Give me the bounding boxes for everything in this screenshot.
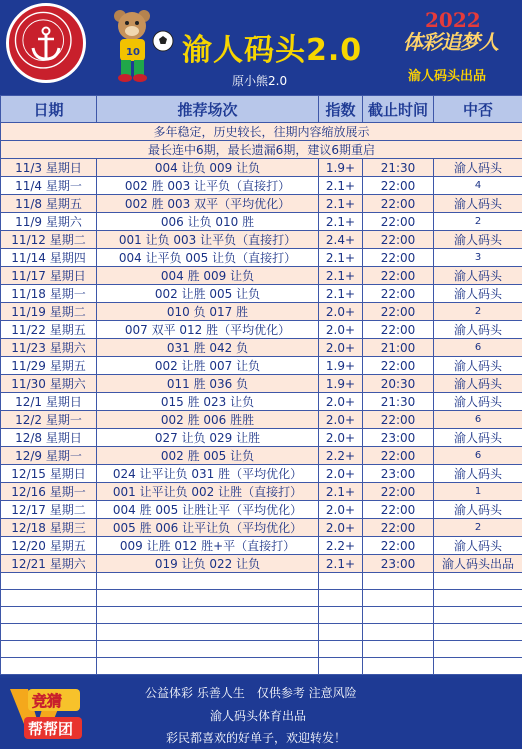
table-row: [1, 231, 522, 249]
empty-cell: [363, 607, 434, 624]
cell-pick: 019 让负 022 让负: [97, 555, 319, 573]
note-row: [1, 141, 522, 159]
cell-index: 2.0+: [319, 411, 363, 429]
cell-pick: 001 让负 003 让平负（直接打）: [97, 231, 319, 249]
league-badge-logo: [6, 3, 86, 83]
cell-pick: 004 胜 009 让负: [97, 267, 319, 285]
cell-date: 11/18 星期一: [1, 285, 97, 303]
cell-pick: 002 让胜 007 让负: [97, 357, 319, 375]
cell-result: 6: [434, 447, 522, 465]
cell-index: 2.2+: [319, 447, 363, 465]
soccer-ball-icon: [152, 30, 174, 52]
cell-date: 11/9 星期六: [1, 213, 97, 231]
cell-deadline: 22:00: [363, 267, 434, 285]
cell-deadline: 22:00: [363, 411, 434, 429]
cell-pick: 004 让负 009 让负: [97, 159, 319, 177]
cell-pick: 002 胜 003 让平负（直接打）: [97, 177, 319, 195]
cell-index: 2.1+: [319, 195, 363, 213]
cell-index: 2.1+: [319, 177, 363, 195]
empty-cell: [97, 658, 319, 675]
cell-deadline: 22:00: [363, 357, 434, 375]
page-subtitle: 原小熊2.0: [232, 74, 288, 88]
table-row: [1, 285, 522, 303]
cell-date: 12/2 星期一: [1, 411, 97, 429]
empty-row: [1, 573, 522, 590]
empty-row: [1, 607, 522, 624]
cell-date: 11/19 星期二: [1, 303, 97, 321]
cell-result: 渝人码头: [434, 465, 522, 483]
cell-date: 12/15 星期日: [1, 465, 97, 483]
cell-result: 渝人码头: [434, 321, 522, 339]
cell-index: 2.1+: [319, 267, 363, 285]
cell-result: 渝人码头: [434, 159, 522, 177]
cell-pick: 005 胜 006 让平让负（平均优化）: [97, 519, 319, 537]
cell-index: 2.1+: [319, 483, 363, 501]
cell-pick: 007 双平 012 胜（平均优化）: [97, 321, 319, 339]
table-row: [1, 267, 522, 285]
cell-date: 11/23 星期六: [1, 339, 97, 357]
cell-pick: 004 胜 005 让胜让平（平均优化）: [97, 501, 319, 519]
cell-result: 渝人码头: [434, 393, 522, 411]
cell-pick: 015 胜 023 让负: [97, 393, 319, 411]
empty-cell: [97, 573, 319, 590]
empty-row: [1, 590, 522, 607]
svg-text:竞猜: 竞猜: [32, 692, 63, 710]
note-text: 最长连中6期，最长遗漏6期，建议6期重启: [1, 141, 522, 159]
empty-cell: [319, 573, 363, 590]
table-row: [1, 321, 522, 339]
empty-cell: [1, 590, 97, 607]
cell-deadline: 22:00: [363, 213, 434, 231]
cell-date: 12/21 星期六: [1, 555, 97, 573]
cell-result: 2: [434, 213, 522, 231]
cell-pick: 002 胜 005 让负: [97, 447, 319, 465]
empty-row: [1, 641, 522, 658]
footer-banner: [0, 678, 522, 749]
cell-index: 2.1+: [319, 213, 363, 231]
cell-index: 2.0+: [319, 519, 363, 537]
footer-publisher: 渝人码头体育出品: [210, 709, 307, 723]
cell-result: 渝人码头: [434, 429, 522, 447]
cell-date: 12/16 星期一: [1, 483, 97, 501]
header-banner: [0, 0, 522, 95]
cell-date: 12/1 星期日: [1, 393, 97, 411]
cell-date: 12/17 星期二: [1, 501, 97, 519]
cell-index: 2.1+: [319, 249, 363, 267]
empty-cell: [97, 607, 319, 624]
cell-result: 渝人码头: [434, 285, 522, 303]
cell-index: 1.9+: [319, 357, 363, 375]
cell-date: 11/29 星期五: [1, 357, 97, 375]
table-row: [1, 195, 522, 213]
cell-pick: 024 让平让负 031 胜（平均优化）: [97, 465, 319, 483]
empty-cell: [319, 607, 363, 624]
cell-deadline: 23:00: [363, 429, 434, 447]
cell-result: 渝人码头: [434, 195, 522, 213]
cell-result: 渝人码头: [434, 357, 522, 375]
svg-text:帮帮团: 帮帮团: [28, 720, 74, 738]
table-row: [1, 375, 522, 393]
note-row: [1, 123, 522, 141]
table-row: [1, 447, 522, 465]
cell-pick: 009 让胜 012 胜+平（直接打）: [97, 537, 319, 555]
cell-date: 11/3 星期日: [1, 159, 97, 177]
empty-cell: [363, 641, 434, 658]
cell-index: 2.0+: [319, 393, 363, 411]
table-row: [1, 411, 522, 429]
cell-deadline: 22:00: [363, 231, 434, 249]
empty-cell: [363, 573, 434, 590]
cell-result: 6: [434, 339, 522, 357]
cell-pick: 001 让平让负 002 让胜（直接打）: [97, 483, 319, 501]
table-row: [1, 357, 522, 375]
cell-result: 渝人码头: [434, 267, 522, 285]
cell-deadline: 22:00: [363, 321, 434, 339]
cell-date: 11/30 星期六: [1, 375, 97, 393]
cell-date: 11/8 星期五: [1, 195, 97, 213]
cell-index: 2.1+: [319, 285, 363, 303]
cell-index: 2.2+: [319, 537, 363, 555]
guess-help-group-logo: [6, 683, 86, 745]
cell-deadline: 21:00: [363, 339, 434, 357]
cell-result: 渝人码头: [434, 231, 522, 249]
cell-deadline: 23:00: [363, 555, 434, 573]
cell-index: 1.9+: [319, 375, 363, 393]
cell-deadline: 22:00: [363, 249, 434, 267]
cell-result: 4: [434, 177, 522, 195]
logo-year: 2022: [425, 8, 481, 32]
anchor-icon: [29, 26, 63, 62]
cell-date: 12/8 星期日: [1, 429, 97, 447]
cell-result: 渝人码头: [434, 537, 522, 555]
cell-deadline: 22:00: [363, 285, 434, 303]
footer-share-note: 彩民都喜欢的好单子，欢迎转发！: [166, 731, 347, 745]
empty-cell: [1, 624, 97, 641]
empty-cell: [97, 624, 319, 641]
col-header-date: 日期: [1, 96, 97, 123]
cell-index: 1.9+: [319, 159, 363, 177]
cell-deadline: 22:00: [363, 177, 434, 195]
footer-disclaimer: 公益体彩 乐善人生 仅供参考 注意风险: [145, 686, 357, 700]
empty-cell: [434, 624, 522, 641]
cell-date: 11/14 星期四: [1, 249, 97, 267]
cell-deadline: 22:00: [363, 303, 434, 321]
empty-cell: [434, 641, 522, 658]
table-row: [1, 249, 522, 267]
empty-row: [1, 658, 522, 675]
empty-cell: [319, 641, 363, 658]
empty-cell: [434, 590, 522, 607]
recommendation-table: [0, 95, 522, 675]
note-text: 多年稳定，历史较长，往期内容缩放展示: [1, 123, 522, 141]
dream-chaser-logo: [395, 8, 517, 60]
empty-cell: [434, 573, 522, 590]
cell-index: 2.4+: [319, 231, 363, 249]
table-row: [1, 213, 522, 231]
empty-cell: [363, 658, 434, 675]
cell-deadline: 21:30: [363, 159, 434, 177]
cell-index: 2.0+: [319, 321, 363, 339]
cell-pick: 004 让平负 005 让负（直接打）: [97, 249, 319, 267]
table-row: [1, 303, 522, 321]
cell-pick: 010 负 017 胜: [97, 303, 319, 321]
table-row: [1, 555, 522, 573]
cell-result: 3: [434, 249, 522, 267]
cell-pick: 027 让负 029 让胜: [97, 429, 319, 447]
cell-date: 11/22 星期五: [1, 321, 97, 339]
cell-date: 12/20 星期五: [1, 537, 97, 555]
empty-cell: [97, 590, 319, 607]
cell-deadline: 22:00: [363, 483, 434, 501]
cell-index: 2.0+: [319, 465, 363, 483]
empty-row: [1, 624, 522, 641]
cell-result: 2: [434, 519, 522, 537]
col-header-index: 指数: [319, 96, 363, 123]
cell-result: 渝人码头出品: [434, 555, 522, 573]
page-title: 渝人码头2.0: [182, 33, 363, 68]
cell-pick: 002 胜 006 胜胜: [97, 411, 319, 429]
cell-pick: 006 让负 010 胜: [97, 213, 319, 231]
cell-pick: 031 胜 042 负: [97, 339, 319, 357]
empty-cell: [363, 624, 434, 641]
table-row: [1, 429, 522, 447]
table-row: [1, 501, 522, 519]
cell-deadline: 23:00: [363, 465, 434, 483]
cell-deadline: 22:00: [363, 195, 434, 213]
table-row: [1, 483, 522, 501]
cell-index: 2.0+: [319, 303, 363, 321]
publisher-label: 渝人码头出品: [408, 69, 487, 84]
bear-mascot-icon: [110, 8, 155, 83]
table-row: [1, 519, 522, 537]
cell-deadline: 21:30: [363, 393, 434, 411]
cell-date: 11/4 星期一: [1, 177, 97, 195]
cell-result: 渝人码头: [434, 375, 522, 393]
table-row: [1, 177, 522, 195]
cell-pick: 002 胜 003 双平（平均优化）: [97, 195, 319, 213]
logo-text: 体彩追梦人: [403, 30, 498, 54]
table-row: [1, 159, 522, 177]
cell-result: 1: [434, 483, 522, 501]
empty-cell: [97, 641, 319, 658]
col-header-result: 中否: [434, 96, 522, 123]
cell-pick: 002 让胜 005 让负: [97, 285, 319, 303]
empty-cell: [434, 607, 522, 624]
cell-deadline: 22:00: [363, 537, 434, 555]
cell-result: 渝人码头: [434, 501, 522, 519]
cell-date: 12/9 星期一: [1, 447, 97, 465]
cell-result: 6: [434, 411, 522, 429]
table-row: [1, 339, 522, 357]
cell-index: 2.0+: [319, 501, 363, 519]
empty-cell: [363, 590, 434, 607]
table-header-row: [1, 96, 522, 123]
cell-result: 2: [434, 303, 522, 321]
col-header-pick: 推荐场次: [97, 96, 319, 123]
cell-deadline: 22:00: [363, 447, 434, 465]
table-row: [1, 465, 522, 483]
cell-index: 2.0+: [319, 429, 363, 447]
empty-cell: [319, 624, 363, 641]
empty-cell: [1, 641, 97, 658]
col-header-deadline: 截止时间: [363, 96, 434, 123]
cell-pick: 011 胜 036 负: [97, 375, 319, 393]
cell-index: 2.1+: [319, 555, 363, 573]
cell-date: 12/18 星期三: [1, 519, 97, 537]
svg-text:10: 10: [126, 47, 140, 58]
table-row: [1, 393, 522, 411]
cell-deadline: 20:30: [363, 375, 434, 393]
empty-cell: [1, 607, 97, 624]
cell-deadline: 22:00: [363, 501, 434, 519]
empty-cell: [434, 658, 522, 675]
cell-index: 2.0+: [319, 339, 363, 357]
cell-date: 11/17 星期日: [1, 267, 97, 285]
empty-cell: [319, 658, 363, 675]
cell-deadline: 22:00: [363, 519, 434, 537]
cell-date: 11/12 星期二: [1, 231, 97, 249]
empty-cell: [1, 573, 97, 590]
empty-cell: [319, 590, 363, 607]
empty-cell: [1, 658, 97, 675]
table-row: [1, 537, 522, 555]
